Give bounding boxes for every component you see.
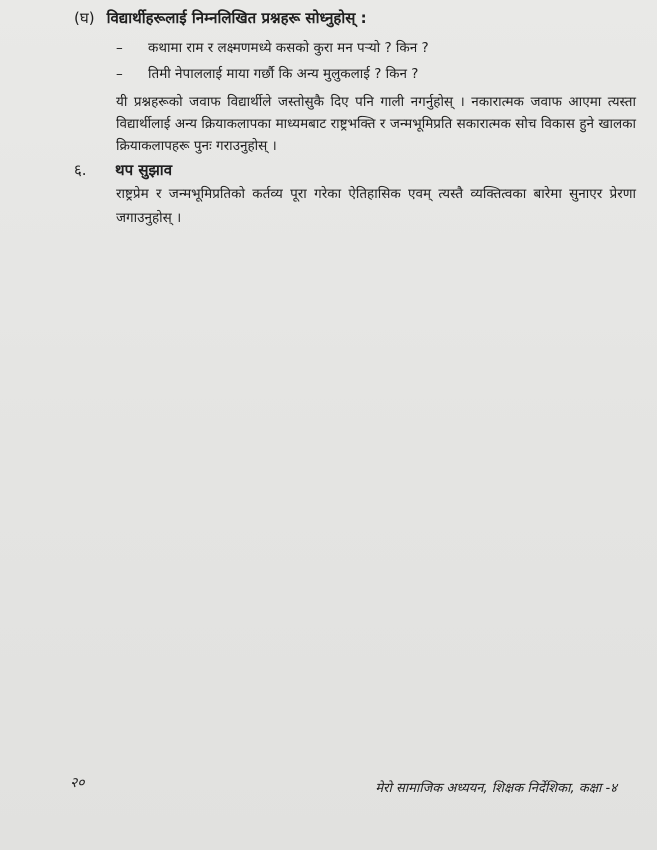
section-d-heading: [74, 8, 634, 28]
section-d-marker: (घ): [74, 9, 95, 27]
question-text: तिमी नेपाललाई माया गर्छौ कि अन्य मुलुकलाई ? किन ?: [148, 66, 419, 82]
section-6-title: थप सुझाव: [115, 161, 173, 179]
question-item: [116, 38, 616, 56]
section-d-paragraph: यी प्रश्नहरूको जवाफ विद्यार्थीले जस्तोसुकै दिए पनि गाली नगर्नुहोस् । नकारात्मक जवाफ आएमा त्यस्ता विद्यार्थीलाई अन्य क्रियाकलापका माध्यमबाट राष्ट्रभक्ति र जन्मभूमिप्रति सकारात्मक सोच विकास हुने खालका क्रियाकलापहरू पुनः गराउनुहोस् ।: [116, 94, 636, 154]
book-title: मेरो सामाजिक अध्ययन, शिक्षक निर्देशिका, कक्षा -४: [375, 781, 617, 796]
bullet-dash: –: [116, 66, 123, 82]
section-6-heading: [74, 160, 374, 180]
question-text: कथामा राम र लक्ष्मणमध्ये कसको कुरा मन पऱ्यो ? किन ?: [148, 40, 429, 56]
bullet-dash: –: [116, 40, 123, 56]
section-d-title: विद्यार्थीहरूलाई निम्नलिखित प्रश्नहरू सोध्नुहोस् :: [106, 9, 367, 27]
section-6-paragraph: राष्ट्रप्रेम र जन्मभूमिप्रतिको कर्तव्य पूरा गरेका ऐतिहासिक एवम् त्यस्तै व्यक्तित्वका बारेमा सुनाएर प्रेरणा जगाउनुहोस् ।: [116, 186, 636, 226]
question-item: [116, 64, 616, 82]
section-6-number: ६.: [74, 161, 87, 179]
page-number: २०: [70, 775, 85, 791]
